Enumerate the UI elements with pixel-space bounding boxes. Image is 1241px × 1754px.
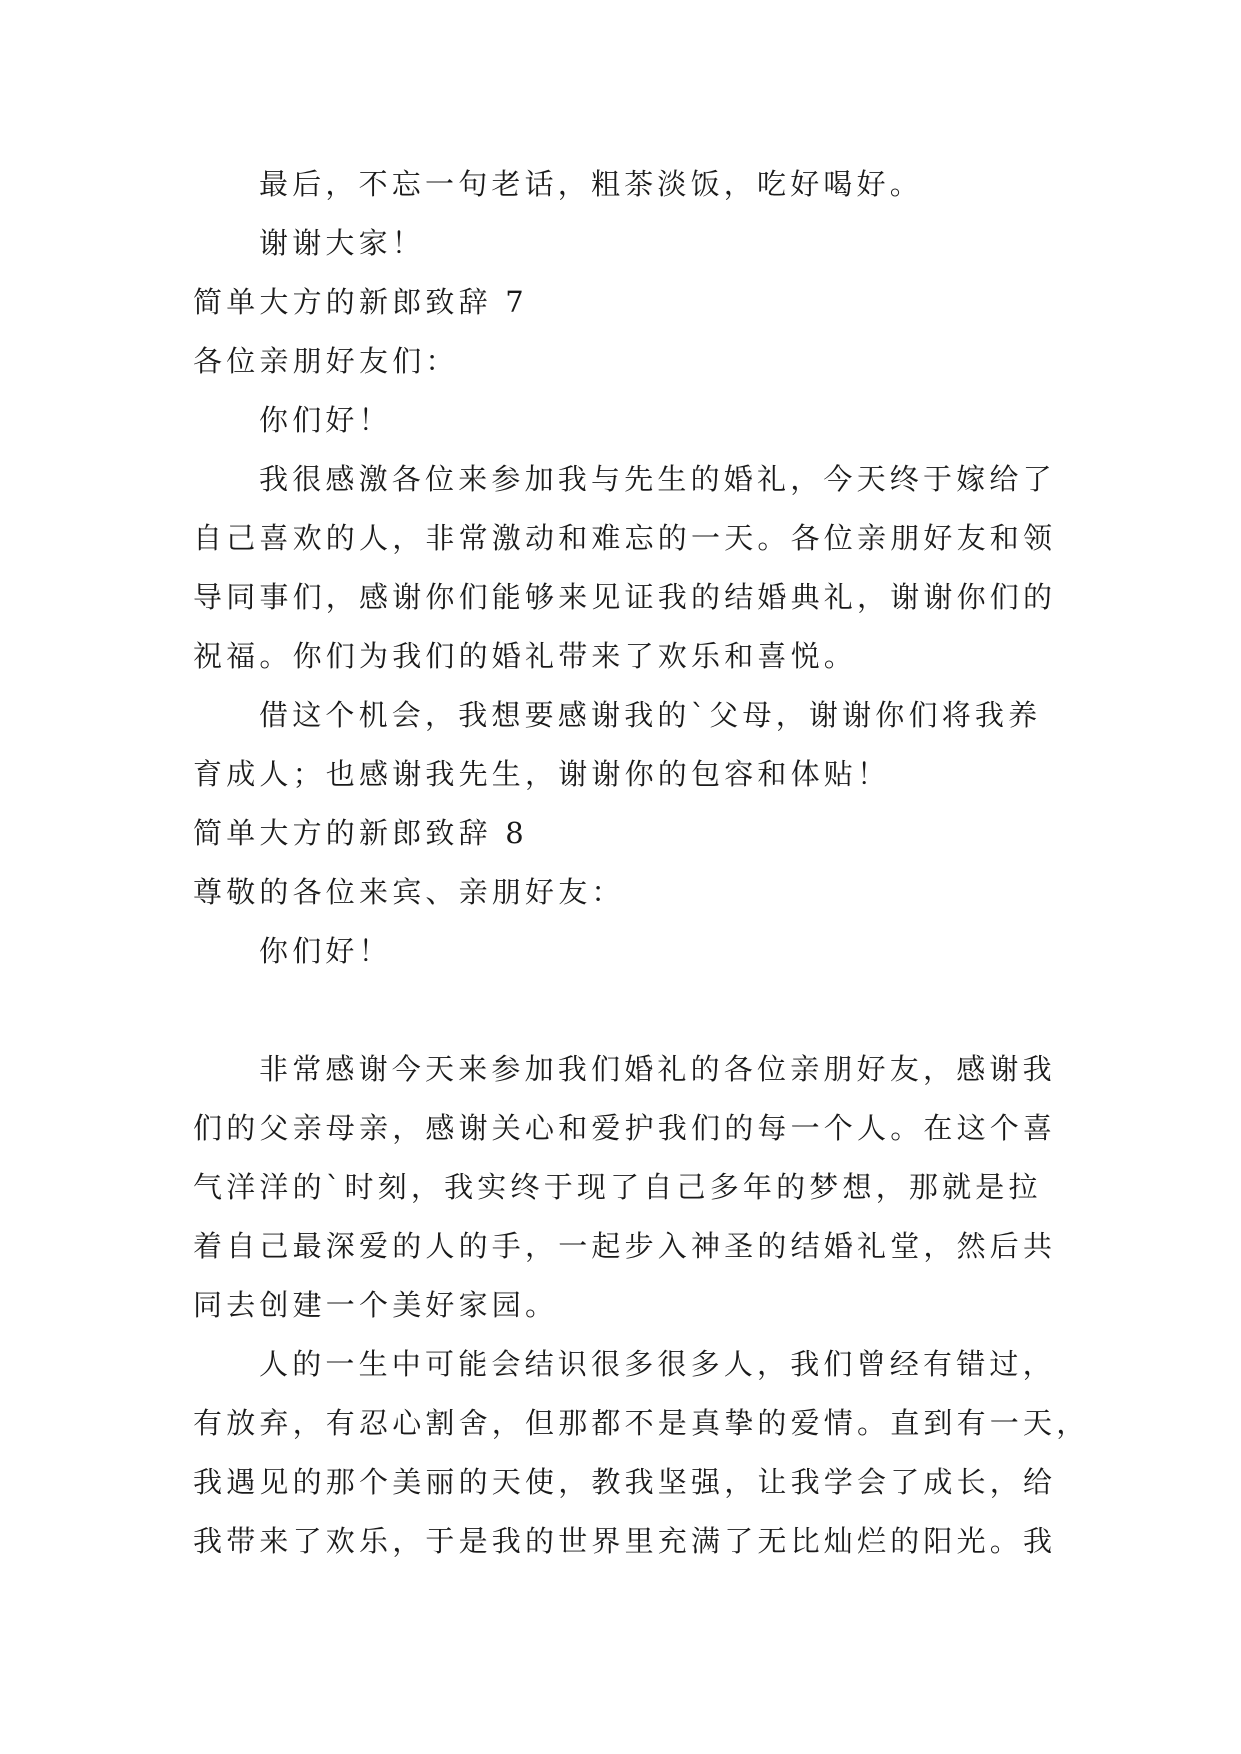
greeting: 你们好！ — [259, 403, 392, 437]
salutation: 尊敬的各位来宾、亲朋好友： — [193, 875, 625, 909]
paragraph-line: 最后，不忘一句老话，粗茶淡饭，吃好喝好。 — [259, 167, 924, 201]
paragraph-line: 借这个机会，我想要感谢我的`父母，谢谢你们将我养 — [259, 698, 1042, 732]
paragraph-line: 有放弃，有忍心割舍，但那都不是真挚的爱情。直到有一天， — [193, 1406, 1090, 1440]
paragraph-line: 自己喜欢的人，非常激动和难忘的一天。各位亲朋好友和领 — [193, 521, 1057, 555]
greeting: 你们好！ — [259, 934, 392, 968]
paragraph-line: 我很感激各位来参加我与先生的婚礼，今天终于嫁给了 — [259, 462, 1056, 496]
paragraph-line: 气洋洋的`时刻，我实终于现了自己多年的梦想，那就是拉 — [193, 1170, 1042, 1204]
paragraph-line: 导同事们，感谢你们能够来见证我的结婚典礼，谢谢你们的 — [193, 580, 1057, 614]
paragraph-line: 们的父亲母亲，感谢关心和爱护我们的每一个人。在这个喜 — [193, 1111, 1057, 1145]
paragraph-line: 同去创建一个美好家园。 — [193, 1288, 559, 1322]
paragraph-line: 祝福。你们为我们的婚礼带来了欢乐和喜悦。 — [193, 639, 858, 673]
paragraph-line: 人的一生中可能会结识很多很多人，我们曾经有错过， — [259, 1347, 1056, 1381]
paragraph-line: 着自己最深爱的人的手，一起步入神圣的结婚礼堂，然后共 — [193, 1229, 1057, 1263]
paragraph-line: 我带来了欢乐，于是我的世界里充满了无比灿烂的阳光。我 — [193, 1524, 1057, 1558]
blank-line — [193, 981, 1058, 1040]
section-heading: 简单大方的新郎致辞 8 — [193, 816, 528, 850]
paragraph-line: 我遇见的那个美丽的天使，教我坚强，让我学会了成长，给 — [193, 1465, 1057, 1499]
section-heading: 简单大方的新郎致辞 7 — [193, 285, 528, 319]
salutation: 各位亲朋好友们： — [193, 344, 459, 378]
paragraph-line: 非常感谢今天来参加我们婚礼的各位亲朋好友，感谢我 — [259, 1052, 1056, 1086]
document-body — [193, 155, 1090, 1571]
paragraph-line: 谢谢大家！ — [259, 226, 426, 260]
paragraph-line: 育成人；也感谢我先生，谢谢你的包容和体贴！ — [193, 757, 891, 791]
